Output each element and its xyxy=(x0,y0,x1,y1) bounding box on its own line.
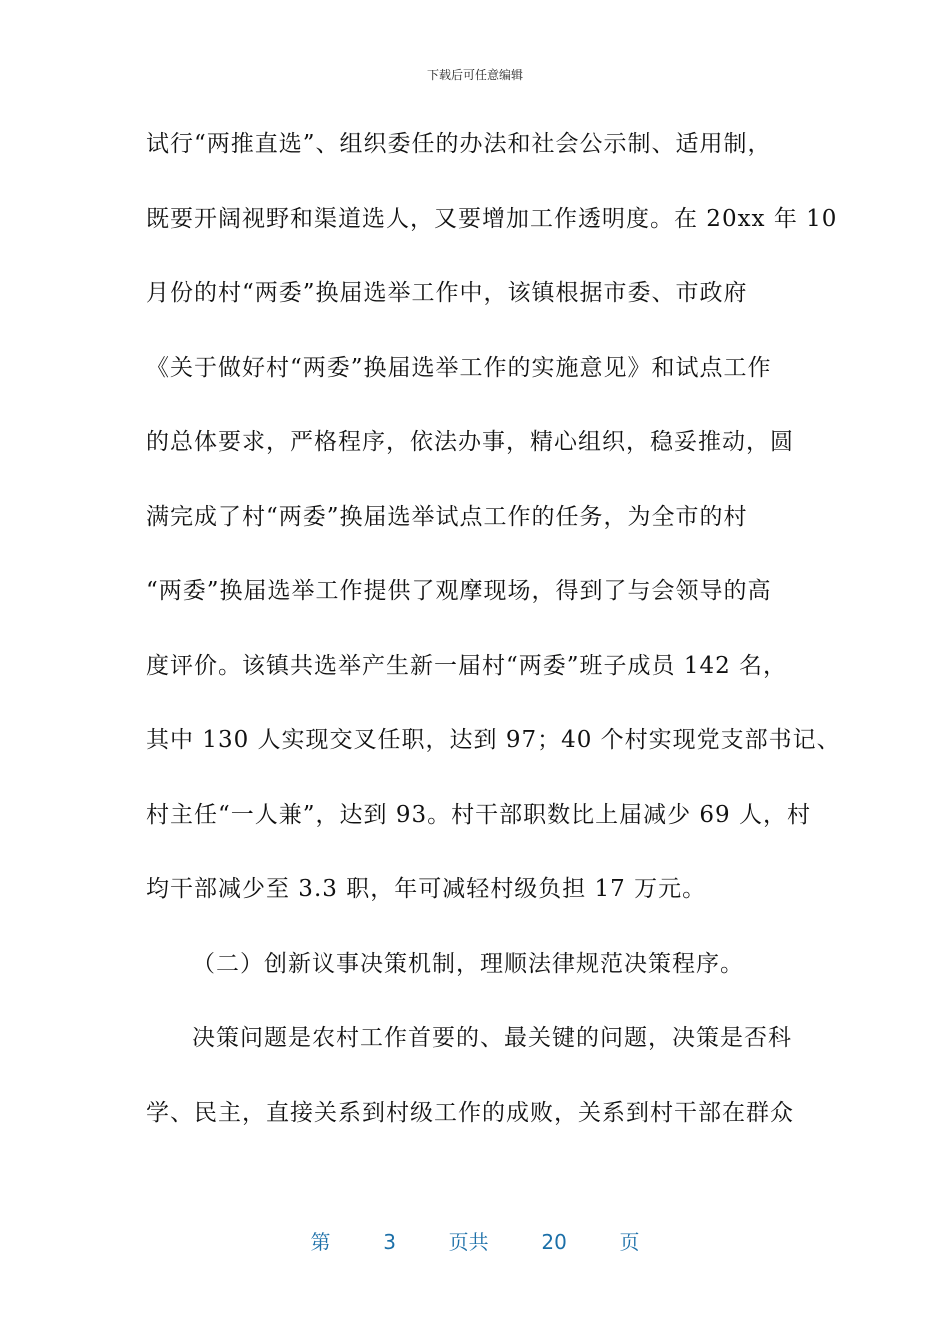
footer-suffix: 页 xyxy=(619,1230,640,1254)
body-line-1: 试行“两推直选”、组织委任的办法和社会公示制、适用制， xyxy=(146,131,772,157)
body-line-11: 均干部减少至 3.3 职，年可减轻村级负担 17 万元。 xyxy=(146,876,707,902)
page-header-note: 下载后可任意编辑 xyxy=(426,68,523,82)
footer-total-pages: 20 xyxy=(541,1230,567,1254)
footer-middle: 页共 xyxy=(448,1230,489,1254)
body-line-3: 月份的村“两委”换届选举工作中，该镇根据市委、市政府 xyxy=(146,280,748,306)
body-line-13: 决策问题是农村工作首要的、最关键的问题，决策是否科 xyxy=(192,1025,792,1051)
body-line-4: 《关于做好村“两委”换届选举工作的实施意见》和试点工作 xyxy=(146,354,772,381)
body-line-10: 村主任“一人兼”，达到 93。村干部职数比上届减少 69 人，村 xyxy=(146,801,811,828)
footer-current-page: 3 xyxy=(383,1230,396,1254)
section-heading: （二）创新议事决策机制，理顺法律规范决策程序。 xyxy=(192,950,744,977)
body-line-8: 度评价。该镇共选举产生新一届村“两委”班子成员 142 名， xyxy=(146,652,788,679)
body-line-14: 学、民主，直接关系到村级工作的成败，关系到村干部在群众 xyxy=(146,1099,794,1126)
footer-prefix: 第 xyxy=(310,1230,331,1254)
body-line-7: “两委”换届选举工作提供了观摩现场，得到了与会领导的高 xyxy=(146,578,772,604)
page-footer xyxy=(0,1226,950,1255)
body-line-5: 的总体要求，严格程序，依法办事，精心组织，稳妥推动，圆 xyxy=(146,429,794,455)
body-line-2: 既要开阔视野和渠道选人，又要增加工作透明度。在 20xx 年 10 xyxy=(146,205,838,232)
body-line-6: 满完成了村“两委”换届选举试点工作的任务，为全市的村 xyxy=(146,503,748,530)
body-line-9: 其中 130 人实现交叉任职，达到 97；40 个村实现党支部书记、 xyxy=(146,727,841,753)
document-body xyxy=(146,121,841,1164)
